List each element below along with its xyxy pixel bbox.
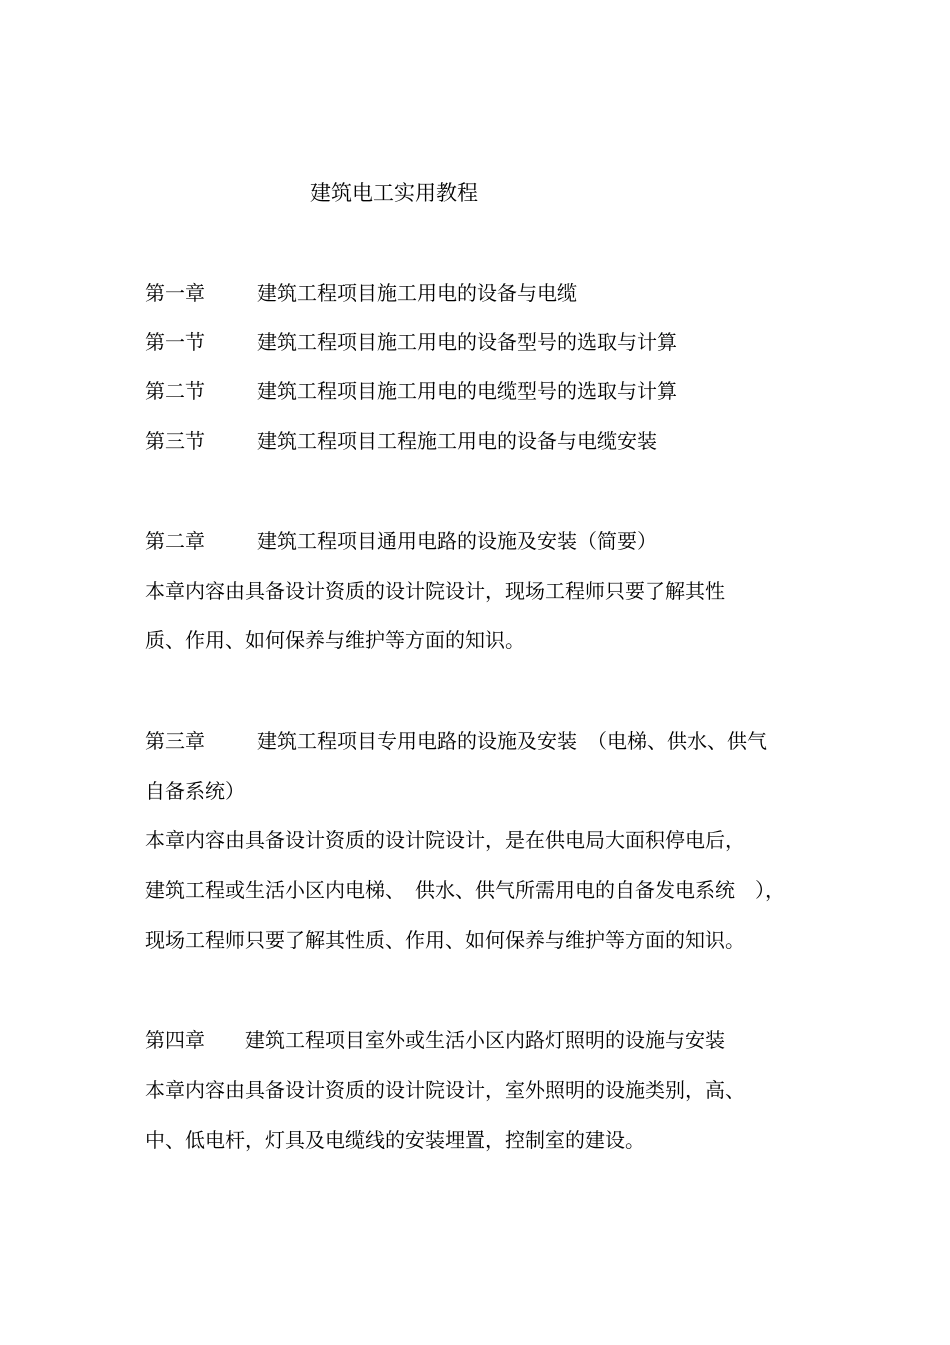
chapter-2-heading (145, 529, 657, 553)
section-title: 建筑工程项目施工用电的电缆型号的选取与计算 (257, 379, 677, 403)
section-1-3 (145, 429, 657, 453)
section-title: 建筑工程项目工程施工用电的设备与电缆安装 (257, 429, 657, 453)
chapter-3-label: 第三章 (145, 729, 205, 753)
chapter-1-title: 建筑工程项目施工用电的设备与电缆 (257, 281, 577, 305)
section-label: 第二节 (145, 379, 205, 403)
chapter-3-title: 建筑工程项目专用电路的设施及安装 （电梯、供水、供气 (257, 729, 767, 753)
chapter-4-label: 第四章 (145, 1028, 205, 1052)
section-1-2 (145, 379, 677, 403)
chapter-4-desc-line-1: 本章内容由具备设计资质的设计院设计，室外照明的设施类别，高、 (145, 1078, 745, 1102)
chapter-3-heading (145, 729, 767, 753)
chapter-3-desc-line-2: 建筑工程或生活小区内电梯、 供水、供气所需用电的自备发电系统 ）， (145, 878, 785, 902)
chapter-2-title: 建筑工程项目通用电路的设施及安装（简要） (257, 529, 657, 553)
section-label: 第一节 (145, 330, 205, 354)
section-title: 建筑工程项目施工用电的设备型号的选取与计算 (257, 330, 677, 354)
chapter-3-desc-line-1: 本章内容由具备设计资质的设计院设计，是在供电局大面积停电后， (145, 828, 745, 852)
section-1-1 (145, 330, 677, 354)
page-title: 建筑电工实用教程 (310, 181, 478, 205)
chapter-4-desc-line-2: 中、低电杆，灯具及电缆线的安装埋置，控制室的建设。 (145, 1128, 645, 1152)
section-label: 第三节 (145, 429, 205, 453)
chapter-3-desc-line-3: 现场工程师只要了解其性质、作用、如何保养与维护等方面的知识。 (145, 928, 745, 952)
chapter-2-desc-line-2: 质、作用、如何保养与维护等方面的知识。 (145, 628, 525, 652)
chapter-4-heading (145, 1028, 725, 1052)
chapter-1-heading (145, 281, 577, 305)
chapter-2-label: 第二章 (145, 529, 205, 553)
chapter-1-label: 第一章 (145, 281, 205, 305)
chapter-3-title-cont: 自备系统） (145, 779, 245, 803)
chapter-2-desc-line-1: 本章内容由具备设计资质的设计院设计，现场工程师只要了解其性 (145, 579, 725, 603)
chapter-4-title: 建筑工程项目室外或生活小区内路灯照明的设施与安装 (245, 1028, 725, 1052)
